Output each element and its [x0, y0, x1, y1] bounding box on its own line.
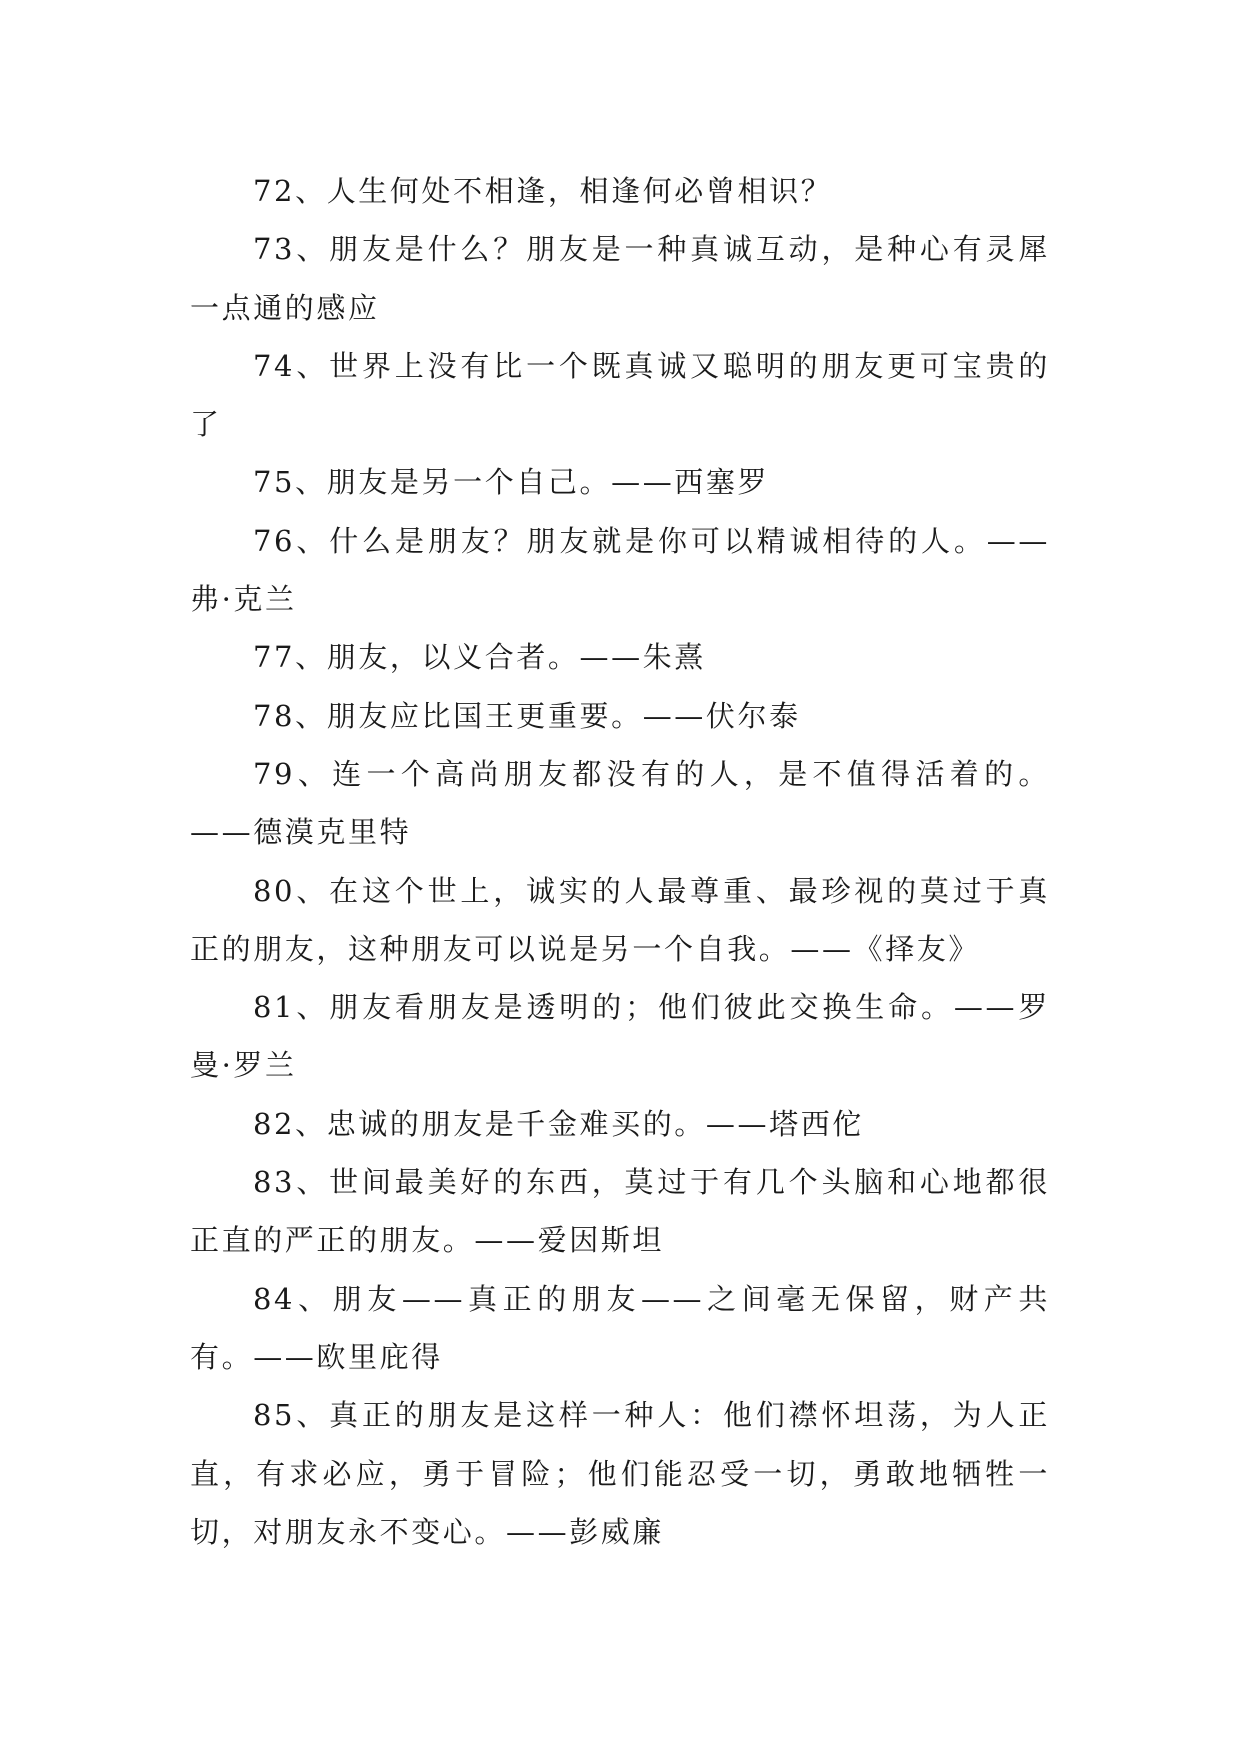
quote-paragraph-74: 74、世界上没有比一个既真诚又聪明的朋友更可宝贵的了: [190, 348, 1050, 442]
quote-paragraph-81: 81、朋友看朋友是透明的；他们彼此交换生命。——罗曼·罗兰: [190, 990, 1050, 1083]
document-body: [190, 162, 1050, 1561]
quote-paragraph-85: 85、真正的朋友是这样一种人：他们襟怀坦荡，为人正直，有求必应，勇于冒险；他们能忍受一切，勇敢地牺牲一切，对朋友永不变心。——彭威廉: [190, 1398, 1050, 1549]
quote-paragraph-72: 72、人生何处不相逢，相逢何必曾相识？: [253, 174, 833, 208]
quote-paragraph-75: 75、朋友是另一个自己。——西塞罗: [253, 465, 770, 500]
quote-paragraph-73: 73、朋友是什么？朋友是一种真诚互动，是种心有灵犀一点通的感应: [190, 232, 1050, 325]
quote-paragraph-82: 82、忠诚的朋友是千金难买的。——塔西佗: [253, 1106, 864, 1141]
quote-paragraph-83: 83、世间最美好的东西，莫过于有几个头脑和心地都很正直的严正的朋友。——爱因斯坦: [190, 1165, 1050, 1258]
quote-paragraph-84: 84、朋友——真正的朋友——之间毫无保留，财产共有。——欧里庇得: [190, 1281, 1050, 1374]
quote-paragraph-76: 76、什么是朋友？朋友就是你可以精诚相待的人。——弗·克兰: [190, 523, 1050, 617]
quote-paragraph-78: 78、朋友应比国王更重要。——伏尔泰: [253, 698, 801, 733]
quote-paragraph-80: 80、在这个世上，诚实的人最尊重、最珍视的莫过于真正的朋友，这种朋友可以说是另一个自我。——《择友》: [190, 873, 1050, 966]
quote-paragraph-79: 79、连一个高尚朋友都没有的人，是不值得活着的。——德漠克里特: [190, 756, 1050, 850]
quote-paragraph-77: 77、朋友，以义合者。——朱熹: [253, 640, 706, 675]
